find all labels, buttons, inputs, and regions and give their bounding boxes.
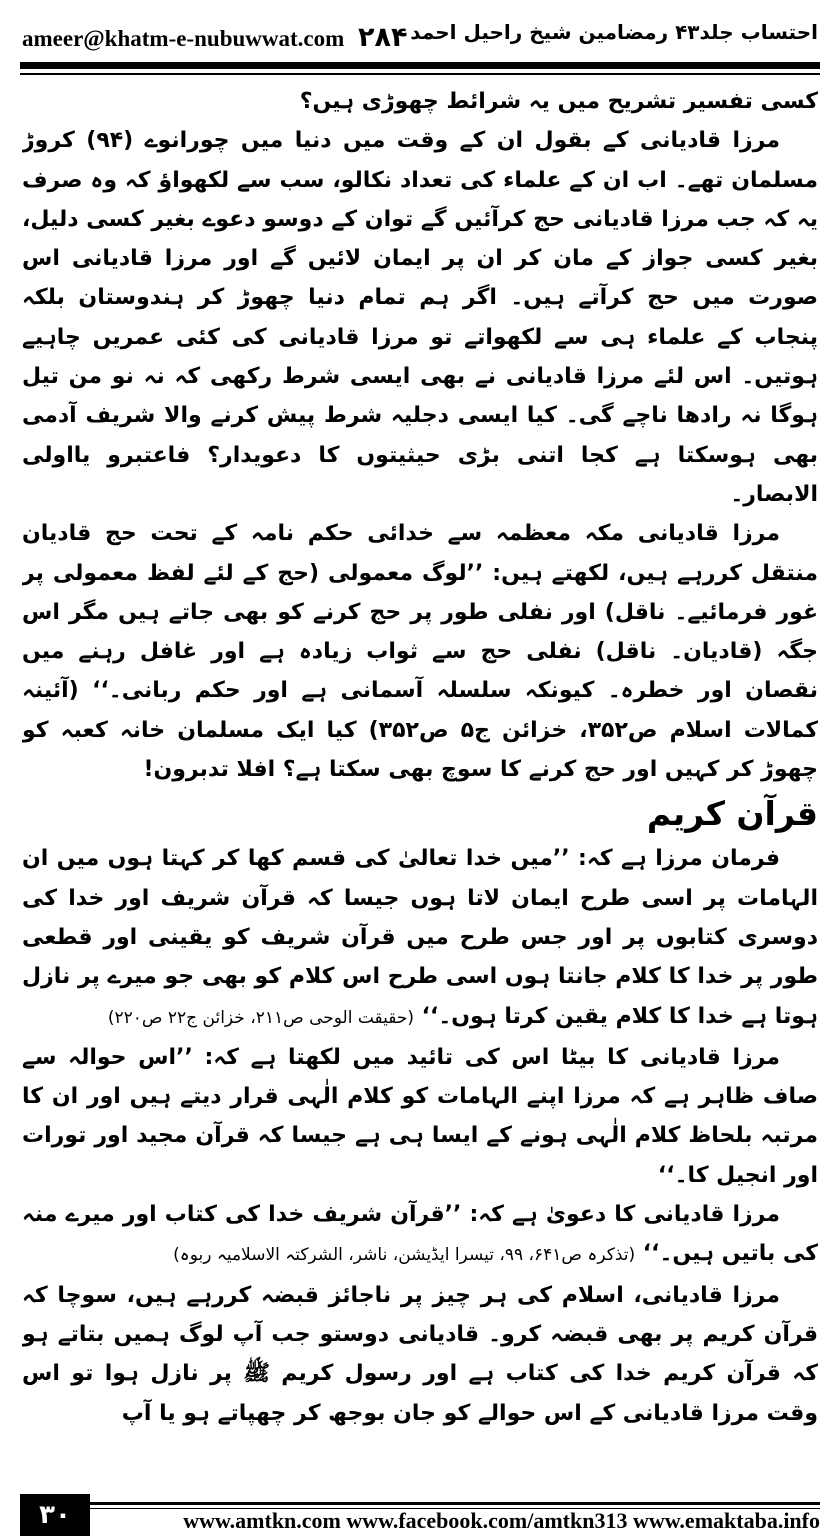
page-body	[22, 82, 818, 1490]
paragraph-text: مرزا قادیانی کا دعویٰ ہے کہ: ’’قرآن شریف خدا کی کتاب اور میرے منہ کی باتیں ہیں۔‘‘	[22, 1202, 818, 1267]
paragraph-text: فرمان مرزا ہے کہ: ’’میں خدا تعالیٰ کی قسم کھا کر کہتا ہوں میں ان الہامات پر اسی طرح ایمان لاتا ہوں جیسا کہ قرآن شریف اور خدا کی دوسری کتابوں پر اور جس طرح میں قرآن شریف کو یقینی اور قطعی طور پر خدا کا کلام جانتا ہوں اسی طرح اس کلام کو بھی جو میرے پر نازل ہوتا ہے خدا کا کلام یقین کرتا ہوں۔‘‘	[22, 846, 818, 1029]
footer-rule	[20, 1502, 820, 1505]
paragraph: مرزا قادیانی کا بیٹا اس کی تائید میں لکھتا ہے کہ: ’’اس حوالہ سے صاف ظاہر ہے کہ مرزا اپنے الہامات کو کلام الٰہی قرار دیتے ہیں اور ان کا مرتبہ بلحاظ کلام الٰہی ہونے کے ایسا ہی ہے جیسا کہ قرآن مجید اور تورات اور انجیل کا۔‘‘	[22, 1044, 818, 1188]
section-heading: قرآن کریم	[646, 794, 818, 834]
page-header	[22, 8, 818, 60]
page-footer	[20, 1494, 820, 1536]
header-rule-thin	[20, 73, 820, 75]
paragraph: مرزا قادیانی مکہ معظمہ سے خدائی حکم نامہ کے تحت حج قادیان منتقل کررہے ہیں، لکھتے ہیں: ’’لوگ معمولی (حج کے لئے لفظ معمولی پر غور فرمائیے۔ ناقل) اور نفلی طور پر حج کرنے کو بھی جاتے ہیں مگر اس جگہ (قادیان۔ ناقل) نفلی حج سے ثواب زیادہ ہے اور غافل رہنے میں نقصان اور خطرہ۔ کیونکہ سلسلہ آسمانی ہے اور حکم ربانی۔‘‘ (آئینہ کمالات اسلام ص۳۵۲، خزائن ج۵ ص۳۵۲) کیا ایک مسلمان خانہ کعبہ کو چھوڑ کر کہیں اور حج کرنے کا سوچ بھی سکتا ہے؟ افلا تدبرون!	[22, 521, 818, 783]
paragraph: مرزا قادیانی، اسلام کی ہر چیز پر ناجائز قبضہ کررہے ہیں، سوچا کہ قرآن کریم پر بھی قبضہ کرو۔ قادیانی دوستو جب آپ لوگ ہمیں بتاتے ہو کہ قرآن کریم خدا کی کتاب ہے اور رسول کریم ﷺ پر نازل ہوا تو اس وقت مرزا قادیانی کے اس حوالے کو جان بوجھ کر چھپاتے ہو یا آپ	[22, 1282, 818, 1426]
paragraph: مرزا قادیانی کے بقول ان کے وقت میں دنیا میں چورانوے (۹۴) کروڑ مسلمان تھے۔ اب ان کے علماء کی تعداد نکالو، سب سے لکھواؤ کہ وہ صرف یہ کہ جب مرزا قادیانی حج کرآئیں گے توان کے دوسو دعوے بغیر کسی دلیل، بغیر کسی جواز کے مان کر ان پر ایمان لائیں گے اور مرزا قادیانی اس صورت میں حج کرآتے ہیں۔ اگر ہم تمام دنیا چھوڑ کر ہندوستان بلکہ پنجاب کے علماء ہی سے لکھواتے تو مرزا قادیانی کی کئی عمریں چاہیے ہوتیں۔ اس لئے مرزا قادیانی نے بھی ایسی شرط رکھی کہ نہ نو من تیل ہوگا نہ رادھا ناچے گی۔ کیا ایسی دجلیہ شرط پیش کرنے والا شریف آدمی بھی ہوسکتا ہے کجا اتنی بڑی حیثیتوں کا دعویدار؟ فاعتبرو یااولی الابصار۔	[22, 128, 818, 507]
footer-links[interactable]: www.amtkn.com www.facebook.com/amtkn313 www.emaktaba.info	[183, 1508, 820, 1533]
header-title: احتساب جلد۴۳ رمضامین شیخ راحیل احمد	[410, 20, 818, 44]
citation: (تذکرہ ص۶۴۱، ۹۹، تیسرا ایڈیشن، ناشر، الشرکتہ الاسلامیہ ربوہ)	[173, 1245, 636, 1266]
header-email[interactable]: ameer@khatm-e-nubuwwat.com	[22, 26, 345, 51]
citation: (حقیقت الوحی ص۲۱۱، خزائن ج۲۲ ص۲۲۰)	[107, 1007, 414, 1028]
header-rule-thick	[20, 62, 820, 69]
header-left	[22, 22, 407, 53]
paragraph: کسی تفسیر تشریح میں یہ شرائط چھوڑی ہیں؟	[299, 89, 818, 114]
paragraph	[22, 839, 818, 1037]
paragraph	[22, 1195, 818, 1276]
header-page-number: ۲۸۴	[358, 22, 408, 53]
footer-page-number: ۳۰	[20, 1494, 90, 1536]
